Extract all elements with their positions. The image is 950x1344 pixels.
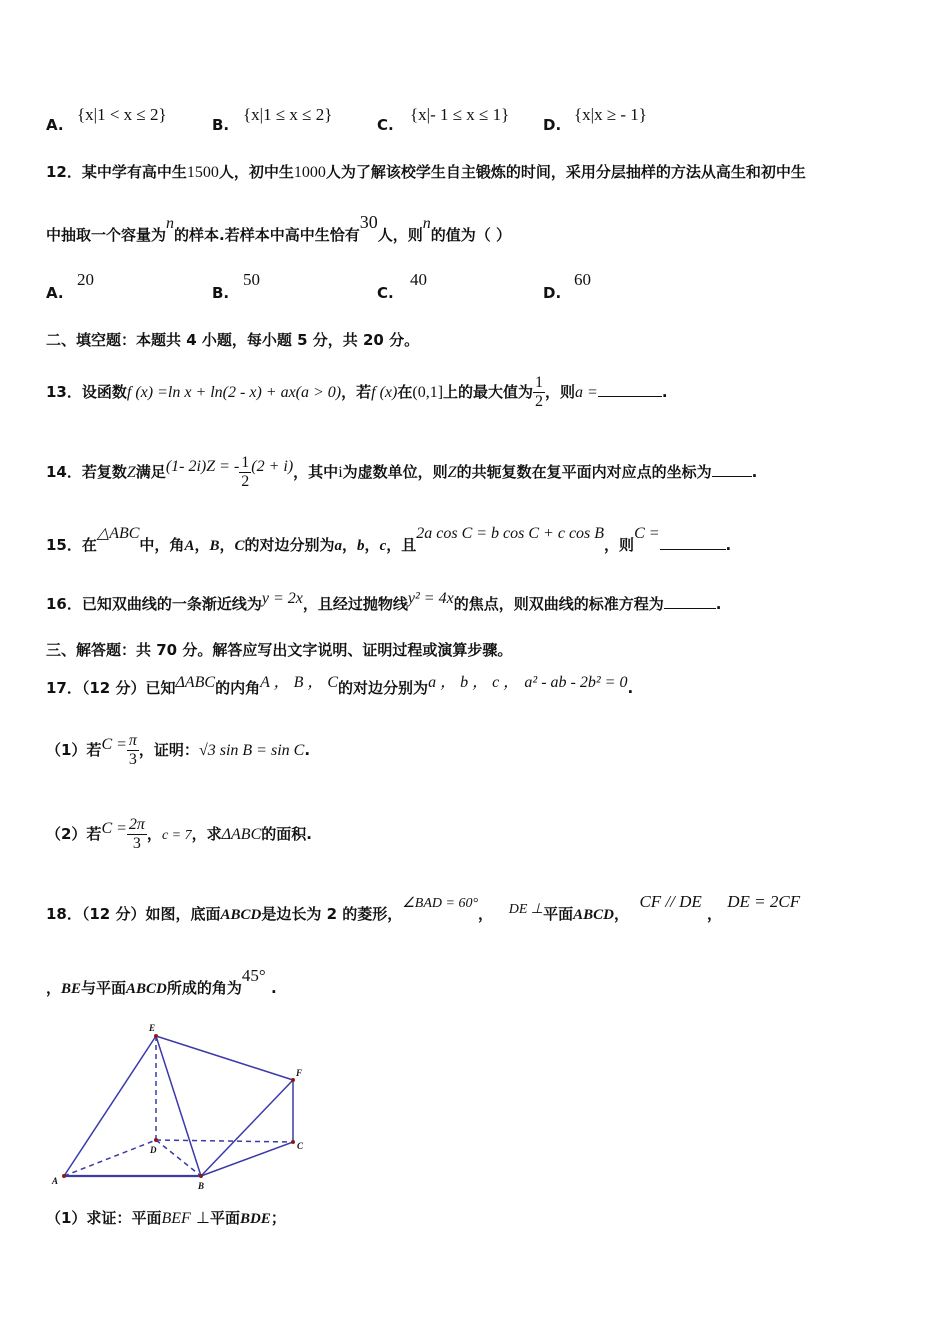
q17-line: 17．（12 分）已知ΔABC的内角A ， B ， C的对边分别为a ， b ， c ， a² - ab - 2b² = 0. bbox=[46, 674, 634, 697]
edge-fb bbox=[201, 1080, 293, 1176]
q14-fraction: $\frac{1}{2}$ bbox=[241, 454, 250, 490]
q17-p2-fraction: $\frac{2\pi}{3}$ bbox=[128, 816, 145, 852]
point-d bbox=[154, 1138, 158, 1142]
geometry-figure bbox=[48, 1018, 318, 1193]
q15-answer-blank[interactable] bbox=[660, 549, 726, 550]
edge-ad-dashed bbox=[64, 1140, 156, 1176]
q11-option-a-expr: {x|1 < x ≤ 2} bbox=[77, 105, 167, 124]
label-a: A bbox=[52, 1176, 59, 1186]
q18-line1: 18．（12 分）如图，底面ABCD是边长为 2 的菱形，∠BAD = 60°， DE ⊥平面ABCD， CF // DE ， DE = 2CF bbox=[46, 892, 801, 923]
point-c bbox=[291, 1140, 295, 1144]
edge-db-dashed bbox=[156, 1140, 201, 1176]
q12-option-b-value: 50 bbox=[243, 270, 260, 289]
q12-option-d-value: 60 bbox=[574, 270, 591, 289]
q16-line: 16．已知双曲线的一条渐近线为y = 2x，且经过抛物线y² = 4x的焦点，则双曲线的标准方程为 . bbox=[46, 590, 722, 613]
label-c: C bbox=[297, 1141, 304, 1151]
section2-heading: 二、填空题：本题共 4 小题，每小题 5 分，共 20 分。 bbox=[46, 331, 420, 349]
edge-eb bbox=[156, 1036, 201, 1176]
q11-option-b-letter: B. bbox=[212, 116, 230, 134]
q11-option-c-expr: {x|- 1 ≤ x ≤ 1} bbox=[410, 105, 510, 124]
q14-line: 14．若复数Z满足(1- 2i)Z = - $\frac{1}{2}$ (2 + i)，其中i为虚数单位，则Z的共轭复数在复平面内对应点的坐标为 . bbox=[46, 454, 758, 490]
q12-option-d-letter: D. bbox=[543, 284, 562, 302]
q12-option-b-letter: B. bbox=[212, 284, 230, 302]
q12-line2: 中抽取一个容量为n的样本.若样本中高中生恰有30人，则n的值为（ ） bbox=[46, 212, 511, 244]
q13-answer-blank[interactable] bbox=[598, 396, 662, 397]
point-b bbox=[199, 1174, 203, 1178]
q12-option-c-value: 40 bbox=[410, 270, 427, 289]
q14-answer-blank[interactable] bbox=[712, 476, 752, 477]
q11-option-c-letter: C. bbox=[377, 116, 394, 134]
point-f bbox=[291, 1078, 295, 1082]
q18-part1: （1）求证：平面BEF ⊥平面BDE； bbox=[46, 1209, 286, 1227]
edge-ef bbox=[156, 1036, 293, 1080]
label-b: B bbox=[198, 1181, 205, 1191]
q12-line1: 12．某中学有高中生1500人，初中生1000人为了解该校学生自主锻炼的时间，采用分层抽样的方法从高生和初中生 bbox=[46, 163, 806, 181]
q11-option-d-letter: D. bbox=[543, 116, 562, 134]
q12-option-a-letter: A. bbox=[46, 284, 64, 302]
label-d: D bbox=[150, 1145, 157, 1155]
point-a bbox=[62, 1174, 66, 1178]
q17-p1-fraction: $\frac{\pi}{3}$ bbox=[128, 732, 137, 768]
q17-part2: （2）若C = $\frac{2\pi}{3}$ ，c = 7，求ΔABC的面积. bbox=[46, 816, 312, 852]
label-f: F bbox=[296, 1068, 303, 1078]
section3-heading: 三、解答题：共 70 分。解答应写出文字说明、证明过程或演算步骤。 bbox=[46, 641, 513, 659]
q11-option-b-expr: {x|1 ≤ x ≤ 2} bbox=[243, 105, 333, 124]
edge-bc bbox=[201, 1142, 293, 1176]
q11-option-a-letter: A. bbox=[46, 116, 64, 134]
q16-answer-blank[interactable] bbox=[664, 608, 716, 609]
point-e bbox=[154, 1034, 158, 1038]
q13-fraction: $\frac{1}{2}$ bbox=[535, 374, 544, 410]
edge-dc-dashed bbox=[156, 1140, 293, 1142]
edge-ae bbox=[64, 1036, 156, 1176]
label-e: E bbox=[149, 1023, 156, 1033]
q13-line: 13．设函数f (x) =ln x + ln(2 - x) + ax(a > 0)，若f (x)在(0,1]上的最大值为 $\frac{1}{2}$ ，则a = . bbox=[46, 374, 668, 410]
q15-line: 15．在△ABC中，角A，B，C的对边分别为a，b，c，且2a cos C = b cos C + c cos B，则C =. bbox=[46, 525, 732, 554]
q12-option-c-letter: C. bbox=[377, 284, 394, 302]
q11-option-d-expr: {x|x ≥ - 1} bbox=[574, 105, 647, 124]
q17-part1: （1）若C = $\frac{\pi}{3}$ ，证明：√3 sin B = sin C. bbox=[46, 732, 311, 768]
q12-option-a-value: 20 bbox=[77, 270, 94, 289]
q18-line2: ，BE与平面ABCD所成的角为45° . bbox=[46, 966, 277, 997]
